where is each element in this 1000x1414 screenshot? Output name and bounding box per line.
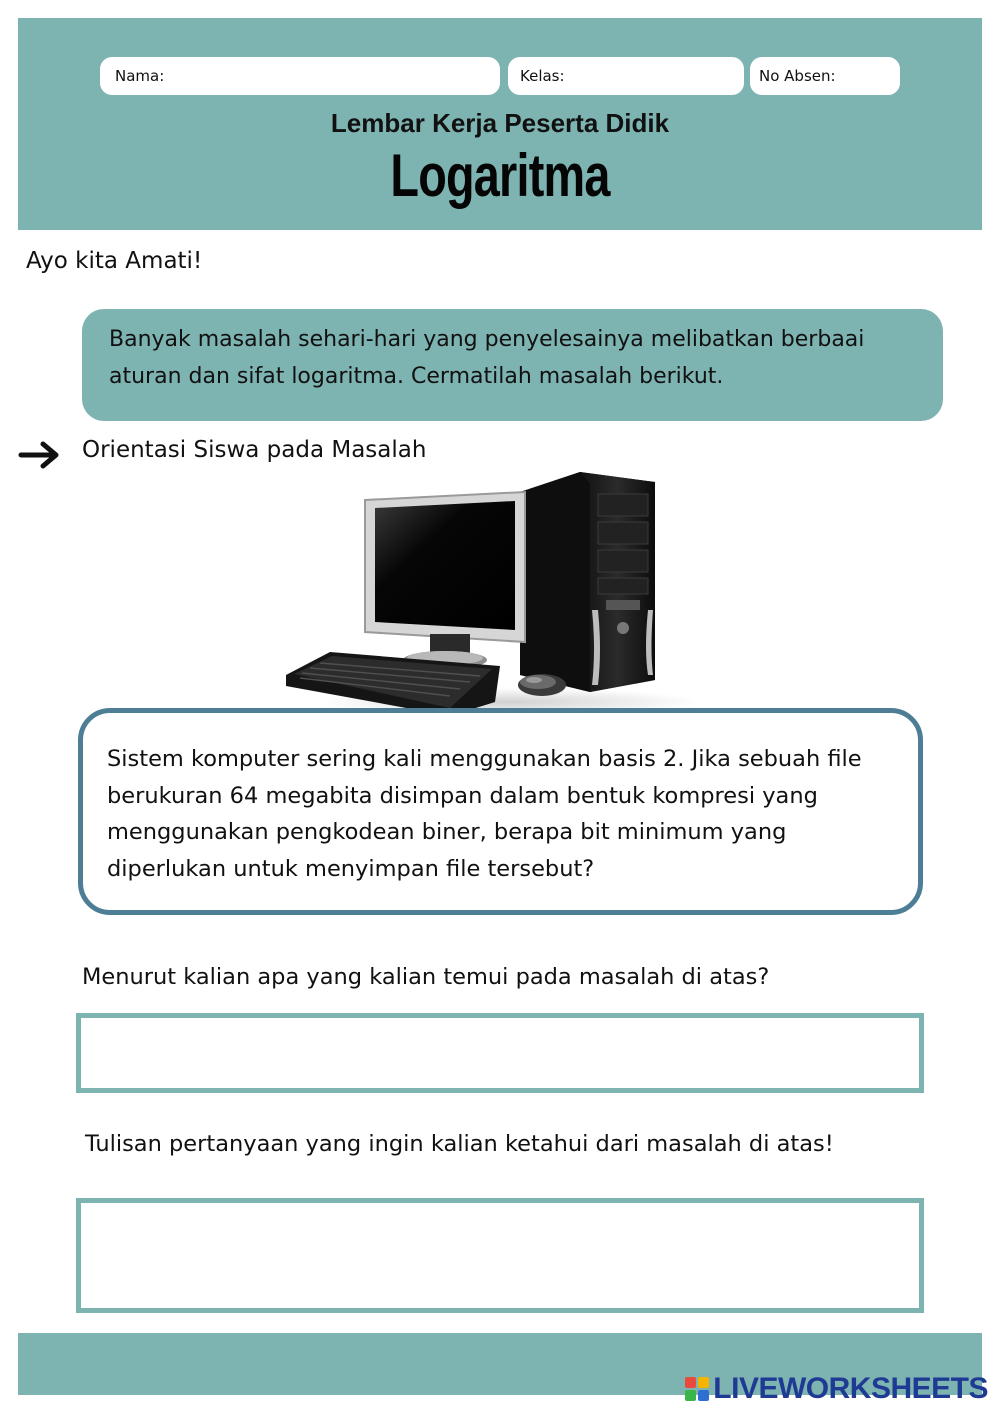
answer-box-2[interactable] [76,1198,924,1313]
worksheet-title: Logaritma [390,142,610,209]
class-label: Kelas: [520,67,565,85]
problem-box [78,708,923,915]
name-input[interactable] [175,61,489,93]
observe-heading: Ayo kita Amati! [26,248,203,274]
question-1-label: Menurut kalian apa yang kalian temui pada masalah di atas? [82,964,770,990]
attendance-number-label: No Absen: [759,67,836,85]
intro-text: Banyak masalah sehari-hari yang penyelesainya melibatkan berbaai aturan dan sifat logaritma. Cermatilah masalah berikut. [109,327,865,389]
answer-input-2[interactable] [81,1203,919,1308]
answer-box-1[interactable] [76,1013,924,1093]
name-field[interactable] [100,57,500,95]
worksheet-subtitle: Lembar Kerja Peserta Didik [330,108,670,138]
desktop-computer-icon [280,470,700,720]
class-input[interactable] [572,61,722,93]
attendance-number-input[interactable] [850,61,896,93]
liveworksheets-brand [683,1371,988,1407]
question-2-label: Tulisan pertanyaan yang ingin kalian ketahui dari masalah di atas! [85,1131,834,1157]
brand-text: LIVEWORKSHEETS [713,1372,988,1405]
orientation-heading: Orientasi Siswa pada Masalah [82,437,427,463]
intro-box [82,309,943,421]
header-banner [18,18,982,230]
name-label: Nama: [115,67,165,85]
arrow-right-icon [18,440,60,470]
attendance-number-field[interactable] [750,57,900,95]
problem-text: Sistem komputer sering kali menggunakan basis 2. Jika sebuah file berukuran 64 megabita disimpan dalam bentuk kompresi yang menggunakan pengkodean biner, berapa bit minimum yang diperlukan untuk menyimpan file tersebut? [107,746,862,882]
answer-input-1[interactable] [81,1018,919,1088]
liveworksheets-logo-icon [683,1375,711,1403]
class-field[interactable] [508,57,744,95]
